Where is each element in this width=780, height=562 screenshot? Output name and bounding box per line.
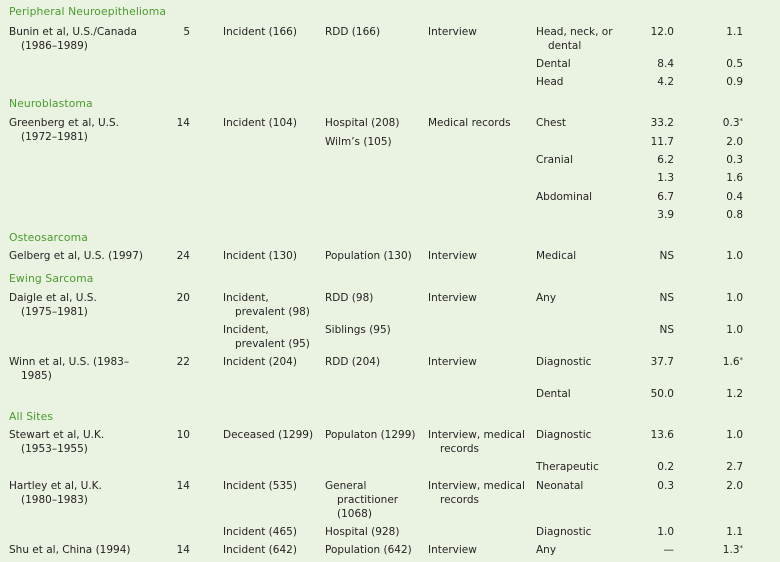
study-cell-text: (1980–1983): [21, 494, 88, 506]
exposure-type-cell: [536, 25, 636, 53]
ci-cell: [700, 135, 743, 149]
cases-cell: [223, 355, 323, 369]
ci-cell-text: 1.2: [726, 388, 743, 400]
ci-cell: [700, 460, 743, 474]
n-cell: [168, 249, 190, 263]
exposure-type-cell-text: dental: [548, 40, 582, 52]
odds-ratio-cell: [630, 323, 674, 337]
odds-ratio-cell: [630, 355, 674, 369]
section-title: All Sites: [9, 410, 54, 423]
ci-cell-text: 1.1: [726, 526, 743, 538]
ci-cell: [700, 208, 743, 222]
exposure-type-cell: [536, 291, 636, 305]
odds-ratio-cell: [630, 171, 674, 185]
ci-cell-text: 0.3: [726, 154, 743, 166]
study-cell: [9, 428, 169, 456]
exposure-type-cell: [536, 116, 636, 130]
cases-cell: [223, 323, 323, 351]
cases-cell-text: Incident (104): [223, 117, 297, 129]
n-cell: [168, 479, 190, 493]
study-cell-text: 1985): [21, 370, 52, 382]
ci-cell: [700, 543, 743, 557]
significance-mark: *: [739, 117, 743, 125]
significance-mark: *: [739, 356, 743, 364]
exposure-type-cell-text: Diagnostic: [536, 356, 592, 368]
cases-cell-text: Incident (204): [223, 356, 297, 368]
ci-cell: [700, 75, 743, 89]
cases-cell-text: Incident (535): [223, 480, 297, 492]
ci-cell-text: 0.8: [726, 209, 743, 221]
method-cell: [428, 249, 534, 263]
controls-cell-text: (1068): [337, 508, 372, 520]
method-cell-text: Interview: [428, 26, 477, 38]
cases-cell: [223, 291, 323, 319]
method-cell: [428, 25, 534, 39]
ci-cell: [700, 57, 743, 71]
cases-cell: [223, 25, 323, 39]
study-cell-text: Shu et al, China (1994): [9, 544, 131, 556]
odds-ratio-cell: [630, 208, 674, 222]
exposure-type-cell-text: Therapeutic: [536, 461, 599, 473]
ci-cell: [700, 25, 743, 39]
ci-cell: [700, 355, 743, 369]
method-cell: [428, 116, 534, 130]
odds-ratio-cell-text: NS: [659, 250, 674, 262]
ci-cell-text: 0.4: [726, 191, 743, 203]
odds-ratio-cell-text: 6.7: [657, 191, 674, 203]
odds-ratio-cell-text: 3.9: [657, 209, 674, 221]
ci-cell-text: 1.6: [726, 172, 743, 184]
study-cell: [9, 479, 169, 507]
n-cell: [168, 355, 190, 369]
controls-cell-text: Population (642): [325, 544, 412, 556]
exposure-type-cell: [536, 460, 636, 474]
ci-cell-text: 1.0: [726, 324, 743, 336]
method-cell-text: Interview, medical: [428, 429, 525, 441]
study-cell: [9, 25, 169, 53]
odds-ratio-cell: [630, 75, 674, 89]
ci-cell-text: 1.0: [726, 250, 743, 262]
ci-cell: [700, 323, 743, 337]
controls-cell: [325, 323, 425, 337]
controls-cell: [325, 355, 425, 369]
odds-ratio-cell-text: 12.0: [650, 26, 674, 38]
exposure-type-cell: [536, 543, 636, 557]
ci-cell: [700, 525, 743, 539]
odds-ratio-cell-text: 1.3: [657, 172, 674, 184]
ci-cell: [700, 249, 743, 263]
significance-mark: *: [739, 544, 743, 552]
exposure-type-cell-text: Neonatal: [536, 480, 584, 492]
method-cell: [428, 355, 534, 369]
study-cell: [9, 249, 169, 263]
section-title: Peripheral Neuroepithelioma: [9, 5, 167, 18]
controls-cell: [325, 479, 425, 521]
study-cell: [9, 543, 169, 557]
study-cell-text: Hartley et al, U.K.: [9, 480, 102, 492]
controls-cell-text: RDD (204): [325, 356, 381, 368]
method-cell-text: records: [440, 494, 480, 506]
ci-cell-text: 1.1: [726, 26, 743, 38]
ci-cell-text: 1.0: [726, 429, 743, 441]
n-cell: [168, 428, 190, 442]
n-cell: [168, 25, 190, 39]
cases-cell: [223, 543, 323, 557]
study-cell-text: Bunin et al, U.S./Canada: [9, 26, 137, 38]
study-cell-text: (1975–1981): [21, 306, 88, 318]
cases-cell-text: prevalent (98): [235, 306, 310, 318]
n-cell-text: 24: [176, 250, 190, 262]
odds-ratio-cell-text: 37.7: [650, 356, 674, 368]
exposure-type-cell: [536, 387, 636, 401]
ci-cell: [700, 387, 743, 401]
ci-cell-text: 2.7: [726, 461, 743, 473]
section-title: Neuroblastoma: [9, 97, 93, 110]
ci-cell-text: 0.5: [726, 58, 743, 70]
ci-cell: [700, 479, 743, 493]
ci-cell-text: 1.0: [726, 292, 743, 304]
cases-cell-text: Incident,: [223, 292, 269, 304]
exposure-type-cell: [536, 428, 636, 442]
study-cell-text: Greenberg et al, U.S.: [9, 117, 120, 129]
odds-ratio-cell-text: NS: [659, 292, 674, 304]
n-cell-text: 14: [176, 117, 190, 129]
odds-ratio-cell-text: 8.4: [657, 58, 674, 70]
controls-cell: [325, 291, 425, 305]
ci-cell: [700, 291, 743, 305]
ci-cell: [700, 190, 743, 204]
exposure-type-cell-text: Cranial: [536, 154, 574, 166]
ci-cell-text: 2.0: [726, 136, 743, 148]
odds-ratio-cell: [630, 291, 674, 305]
controls-cell-text: RDD (166): [325, 26, 381, 38]
odds-ratio-cell: [630, 190, 674, 204]
controls-cell: [325, 116, 425, 130]
odds-ratio-cell-text: 11.7: [650, 136, 674, 148]
exposure-type-cell: [536, 525, 636, 539]
exposure-type-cell-text: Medical: [536, 250, 577, 262]
n-cell-text: 10: [176, 429, 190, 441]
study-cell-text: Gelberg et al, U.S. (1997): [9, 250, 143, 262]
exposure-type-cell: [536, 75, 636, 89]
controls-cell: [325, 135, 425, 149]
exposure-type-cell-text: Any: [536, 292, 557, 304]
odds-ratio-cell-text: 0.2: [657, 461, 674, 473]
study-cell-text: Winn et al, U.S. (1983–: [9, 356, 130, 368]
controls-cell: [325, 249, 425, 263]
odds-ratio-cell-text: 1.0: [657, 526, 674, 538]
exposure-type-cell-text: Dental: [536, 58, 571, 70]
odds-ratio-cell-text: 50.0: [650, 388, 674, 400]
ci-cell-text: 0.3: [722, 117, 740, 129]
exposure-type-cell-text: Abdominal: [536, 191, 593, 203]
study-cell-text: Daigle et al, U.S.: [9, 292, 97, 304]
method-cell-text: Interview, medical: [428, 480, 525, 492]
ci-cell-text: 1.6: [722, 356, 740, 368]
odds-ratio-cell: [630, 525, 674, 539]
ci-cell-text: 0.9: [726, 76, 743, 88]
method-cell-text: records: [440, 443, 480, 455]
controls-cell-text: Hospital (208): [325, 117, 400, 129]
cases-cell: [223, 116, 323, 130]
exposure-type-cell: [536, 355, 636, 369]
controls-cell-text: Population (130): [325, 250, 412, 262]
study-cell: [9, 355, 169, 383]
cases-cell-text: prevalent (95): [235, 338, 310, 350]
cases-cell-text: Deceased (1299): [223, 429, 314, 441]
cases-cell: [223, 525, 323, 539]
n-cell: [168, 116, 190, 130]
study-cell-text: Stewart et al, U.K.: [9, 429, 105, 441]
ci-cell: [700, 116, 743, 130]
ci-cell-text: 2.0: [726, 480, 743, 492]
study-cell: [9, 291, 169, 319]
odds-ratio-cell: [630, 479, 674, 493]
odds-ratio-cell: [630, 543, 674, 557]
cases-cell-text: Incident,: [223, 324, 269, 336]
odds-ratio-cell-text: 0.3: [657, 480, 674, 492]
cases-cell-text: Incident (166): [223, 26, 297, 38]
odds-ratio-cell-text: 33.2: [650, 117, 674, 129]
study-cell-text: (1986–1989): [21, 40, 88, 52]
exposure-type-cell: [536, 249, 636, 263]
study-cell-text: (1972–1981): [21, 131, 88, 143]
controls-cell-text: RDD (98): [325, 292, 374, 304]
ci-cell-text: 1.3: [722, 544, 740, 556]
odds-ratio-cell-text: 6.2: [657, 154, 674, 166]
n-cell-text: 14: [176, 544, 190, 556]
exposure-type-cell-text: Head: [536, 76, 564, 88]
method-cell: [428, 543, 534, 557]
controls-cell: [325, 543, 425, 557]
n-cell-text: 14: [176, 480, 190, 492]
controls-cell-text: Wilm’s (105): [325, 136, 392, 148]
odds-ratio-cell: [630, 116, 674, 130]
exposure-type-cell-text: Dental: [536, 388, 571, 400]
cases-cell: [223, 249, 323, 263]
odds-ratio-cell-text: 13.6: [650, 429, 674, 441]
ci-cell: [700, 153, 743, 167]
section-title: Ewing Sarcoma: [9, 272, 94, 285]
exposure-type-cell-text: Any: [536, 544, 557, 556]
odds-ratio-cell: [630, 153, 674, 167]
odds-ratio-cell: [630, 135, 674, 149]
controls-cell-text: Hospital (928): [325, 526, 400, 538]
study-cell-text: (1953–1955): [21, 443, 88, 455]
method-cell-text: Interview: [428, 292, 477, 304]
odds-ratio-cell-text: —: [663, 544, 674, 556]
controls-cell-text: practitioner: [337, 494, 399, 506]
ci-cell: [700, 171, 743, 185]
exposure-type-cell: [536, 479, 636, 493]
odds-ratio-cell: [630, 249, 674, 263]
method-cell: [428, 428, 534, 456]
exposure-type-cell-text: Diagnostic: [536, 526, 592, 538]
n-cell-text: 22: [176, 356, 190, 368]
study-cell: [9, 116, 169, 144]
cases-cell-text: Incident (130): [223, 250, 297, 262]
exposure-type-cell-text: Diagnostic: [536, 429, 592, 441]
controls-cell-text: Siblings (95): [325, 324, 391, 336]
exposure-type-cell: [536, 190, 636, 204]
exposure-type-cell: [536, 153, 636, 167]
exposure-type-cell-text: Chest: [536, 117, 567, 129]
odds-ratio-cell-text: 4.2: [657, 76, 674, 88]
n-cell: [168, 543, 190, 557]
controls-cell-text: Populaton (1299): [325, 429, 416, 441]
controls-cell: [325, 525, 425, 539]
exposure-type-cell-text: Head, neck, or: [536, 26, 613, 38]
method-cell-text: Interview: [428, 356, 477, 368]
cases-cell-text: Incident (465): [223, 526, 297, 538]
ci-cell: [700, 428, 743, 442]
exposure-type-cell: [536, 57, 636, 71]
controls-cell: [325, 25, 425, 39]
method-cell: [428, 479, 534, 507]
n-cell-text: 20: [176, 292, 190, 304]
method-cell: [428, 291, 534, 305]
odds-ratio-cell-text: NS: [659, 324, 674, 336]
odds-ratio-cell: [630, 387, 674, 401]
n-cell: [168, 291, 190, 305]
cases-cell-text: Incident (642): [223, 544, 297, 556]
odds-ratio-cell: [630, 428, 674, 442]
odds-ratio-cell: [630, 57, 674, 71]
section-title: Osteosarcoma: [9, 231, 88, 244]
cases-cell: [223, 428, 323, 442]
odds-ratio-cell: [630, 460, 674, 474]
controls-cell-text: General: [325, 480, 367, 492]
controls-cell: [325, 428, 425, 442]
odds-ratio-cell: [630, 25, 674, 39]
n-cell-text: 5: [183, 26, 190, 38]
cases-cell: [223, 479, 323, 493]
method-cell-text: Interview: [428, 544, 477, 556]
method-cell-text: Interview: [428, 250, 477, 262]
method-cell-text: Medical records: [428, 117, 511, 129]
